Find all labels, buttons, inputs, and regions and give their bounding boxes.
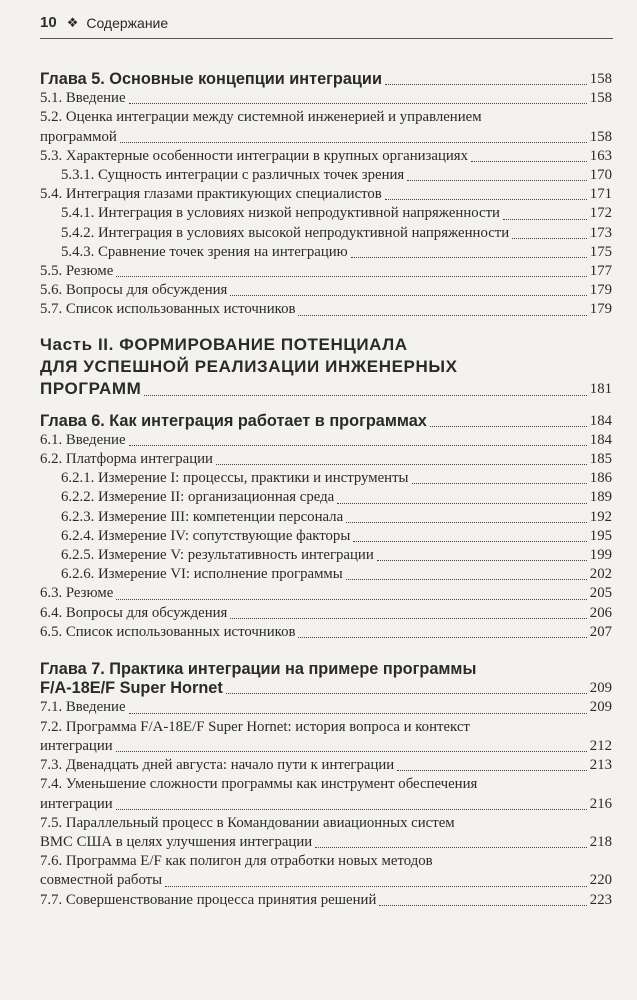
chapter-5-heading[interactable]: Глава 5. Основные концепции интеграции 158 bbox=[40, 70, 612, 88]
toc-entry[interactable] bbox=[40, 756, 612, 775]
leader-dots bbox=[430, 426, 587, 427]
toc-entry-text-line: 7.6. Программа E/F как полигон для отработки новых методов bbox=[40, 853, 433, 870]
toc-page-number: 163 bbox=[589, 147, 612, 164]
toc-entry[interactable] bbox=[40, 604, 612, 623]
toc-page-number: 202 bbox=[589, 566, 612, 583]
leader-dots bbox=[298, 637, 586, 638]
toc-page-number: 185 bbox=[589, 451, 612, 468]
toc-entry[interactable] bbox=[40, 224, 612, 243]
toc-entry-text: 6.1. Введение bbox=[40, 431, 126, 448]
leader-dots bbox=[512, 238, 587, 239]
leader-dots bbox=[129, 103, 587, 104]
toc-entry-text: 6.3. Резюме bbox=[40, 585, 114, 602]
toc-entry[interactable] bbox=[40, 89, 612, 108]
toc-page-number: 179 bbox=[589, 282, 612, 299]
toc-entry[interactable] bbox=[40, 623, 612, 642]
leader-dots bbox=[385, 84, 587, 85]
toc-page-number: 199 bbox=[589, 547, 612, 564]
toc-page-number: 212 bbox=[589, 737, 612, 754]
leader-dots bbox=[129, 445, 587, 446]
chapter-7-entries bbox=[40, 698, 612, 909]
toc-page-number: 206 bbox=[589, 604, 612, 621]
toc-entry-text: интеграции bbox=[40, 737, 113, 754]
toc-entry-text: 5.3.1. Сущность интеграции с различных точек зрения bbox=[61, 167, 405, 184]
toc-entry-text: 6.5. Список использованных источников bbox=[40, 623, 296, 640]
toc-entry[interactable] bbox=[40, 508, 612, 527]
toc-entry-text: 5.4.3. Сравнение точек зрения на интеграцию bbox=[61, 243, 348, 260]
toc-entry[interactable] bbox=[40, 527, 612, 546]
toc-entry-text: ВМС США в целях улучшения интеграции bbox=[40, 833, 313, 850]
toc-entry[interactable] bbox=[40, 814, 612, 852]
toc-entry-text: 6.2.3. Измерение III: компетенции персонала bbox=[61, 508, 344, 525]
toc-entry-text-line: 7.5. Параллельный процесс в Командовании авиационных систем bbox=[40, 814, 455, 831]
leader-dots bbox=[379, 905, 586, 906]
leader-dots bbox=[144, 395, 586, 396]
leader-dots bbox=[298, 315, 586, 316]
ornament-icon: ❖ bbox=[66, 14, 79, 30]
toc-page-number: 207 bbox=[589, 623, 612, 640]
toc-page-number: 195 bbox=[589, 527, 612, 544]
leader-dots bbox=[226, 693, 587, 694]
page-number: 10 bbox=[40, 14, 57, 31]
toc-entry-text-line: 7.4. Уменьшение сложности программы как инструмент обеспечения bbox=[40, 776, 478, 793]
leader-dots bbox=[351, 257, 587, 258]
leader-dots bbox=[385, 199, 587, 200]
leader-dots bbox=[116, 599, 586, 600]
toc-page-number: 192 bbox=[589, 508, 612, 525]
leader-dots bbox=[116, 276, 586, 277]
chapter-6-heading[interactable]: Глава 6. Как интеграция работает в программах 184 bbox=[40, 411, 612, 430]
toc-entry[interactable] bbox=[40, 243, 612, 262]
toc-entry[interactable] bbox=[40, 185, 612, 204]
leader-dots bbox=[346, 522, 587, 523]
leader-dots bbox=[129, 713, 587, 714]
toc-entry[interactable] bbox=[40, 891, 612, 910]
header-divider bbox=[40, 38, 613, 39]
leader-dots bbox=[165, 886, 587, 887]
toc-entry[interactable] bbox=[40, 718, 612, 756]
toc-page-number: 220 bbox=[589, 872, 612, 889]
running-header bbox=[40, 14, 613, 31]
toc-entry-text: 6.2.2. Измерение II: организационная среда bbox=[61, 489, 335, 506]
toc-entry[interactable] bbox=[40, 262, 612, 281]
toc-page-number: 170 bbox=[589, 167, 612, 184]
toc-entry[interactable] bbox=[40, 546, 612, 565]
toc-entry[interactable] bbox=[40, 166, 612, 185]
leader-dots bbox=[407, 180, 587, 181]
toc-entry[interactable] bbox=[40, 488, 612, 507]
leader-dots bbox=[230, 295, 586, 296]
toc-entry-text: 6.2.4. Измерение IV: сопутствующие факторы bbox=[61, 527, 351, 544]
toc-entry[interactable] bbox=[40, 204, 612, 223]
toc-entry[interactable] bbox=[40, 300, 612, 319]
leader-dots bbox=[353, 541, 587, 542]
toc-entry-text: 5.5. Резюме bbox=[40, 263, 114, 280]
toc-page-number: 171 bbox=[589, 186, 612, 203]
toc-page-number: 158 bbox=[589, 128, 612, 145]
leader-dots bbox=[216, 464, 587, 465]
toc-entry-text: 5.7. Список использованных источников bbox=[40, 301, 296, 318]
chapter-7-heading[interactable]: Глава 7. Практика интеграции на примере программы F/A-18E/F Super Hornet 209 bbox=[40, 660, 612, 698]
toc-entry-text: программой bbox=[40, 128, 117, 145]
toc-entry[interactable] bbox=[40, 108, 612, 146]
toc-entry[interactable] bbox=[40, 584, 612, 603]
leader-dots bbox=[503, 219, 587, 220]
toc-page-number: 172 bbox=[589, 205, 612, 222]
toc-entry-text: 5.3. Характерные особенности интеграции в крупных организациях bbox=[40, 147, 468, 164]
toc-entry-text: 5.4.2. Интеграция в условиях высокой непродуктивной напряженности bbox=[61, 224, 510, 241]
leader-dots bbox=[116, 809, 587, 810]
toc-entry[interactable] bbox=[40, 469, 612, 488]
chapter-6-entries bbox=[40, 431, 612, 642]
toc-entry-text: 5.4. Интеграция глазами практикующих специалистов bbox=[40, 186, 382, 203]
toc-page-number: 177 bbox=[589, 263, 612, 280]
toc-entry-text: 7.7. Совершенствование процесса принятия решений bbox=[40, 891, 377, 908]
toc-entry-text: 5.6. Вопросы для обсуждения bbox=[40, 282, 228, 299]
leader-dots bbox=[230, 618, 586, 619]
part-2-heading[interactable]: Часть II. ФОРМИРОВАНИЕ ПОТЕНЦИАЛА ДЛЯ УСПЕШНОЙ РЕАЛИЗАЦИИ ИНЖЕНЕРНЫХ ПРОГРАММ 181 bbox=[40, 334, 612, 398]
toc-entry-text: 6.2.6. Измерение VI: исполнение программы bbox=[61, 566, 343, 583]
toc-entry-text-line: 7.2. Программа F/A-18E/F Super Hornet: история вопроса и контекст bbox=[40, 718, 470, 735]
leader-dots bbox=[120, 142, 587, 143]
toc-page-number: 189 bbox=[589, 489, 612, 506]
toc-page-number: 175 bbox=[589, 243, 612, 260]
toc-entry-text: 5.1. Введение bbox=[40, 90, 126, 107]
toc-page-number: 218 bbox=[589, 833, 612, 850]
leader-dots bbox=[397, 770, 587, 771]
toc-entry-text: 7.1. Введение bbox=[40, 699, 126, 716]
toc-entry-text: 6.2.5. Измерение V: результативность интеграции bbox=[61, 547, 374, 564]
toc-page-number: 213 bbox=[589, 757, 612, 774]
toc-entry[interactable] bbox=[40, 698, 612, 717]
toc-entry-text: 6.4. Вопросы для обсуждения bbox=[40, 604, 228, 621]
leader-dots bbox=[346, 579, 587, 580]
toc-page-number: 205 bbox=[589, 585, 612, 602]
toc-page-number: 179 bbox=[589, 301, 612, 318]
table-of-contents bbox=[40, 62, 612, 910]
toc-page-number: 223 bbox=[589, 891, 612, 908]
leader-dots bbox=[315, 847, 587, 848]
leader-dots bbox=[337, 503, 587, 504]
leader-dots bbox=[377, 560, 587, 561]
toc-page-number: 158 bbox=[589, 90, 612, 107]
toc-entry-text: 7.3. Двенадцать дней августа: начало пути к интеграции bbox=[40, 757, 395, 774]
toc-entry[interactable] bbox=[40, 431, 612, 450]
leader-dots bbox=[471, 161, 587, 162]
toc-entry-text: 6.2. Платформа интеграции bbox=[40, 451, 213, 468]
toc-entry-text: 5.4.1. Интеграция в условиях низкой непродуктивной напряженности bbox=[61, 205, 500, 222]
leader-dots bbox=[116, 751, 587, 752]
toc-entry-text: 6.2.1. Измерение I: процессы, практики и инструменты bbox=[61, 470, 409, 487]
toc-entry[interactable] bbox=[40, 775, 612, 813]
toc-entry[interactable] bbox=[40, 450, 612, 469]
running-title: Содержание bbox=[86, 14, 169, 31]
toc-entry-text-line: 5.2. Оценка интеграции между системной инженерией и управлением bbox=[40, 109, 482, 126]
toc-page-number: 184 bbox=[589, 431, 612, 448]
toc-page-number: 173 bbox=[589, 224, 612, 241]
toc-entry[interactable] bbox=[40, 852, 612, 890]
toc-entry[interactable] bbox=[40, 147, 612, 166]
toc-entry-text: совместной работы bbox=[40, 872, 163, 889]
toc-entry-text: интеграции bbox=[40, 795, 113, 812]
toc-page-number: 186 bbox=[589, 470, 612, 487]
toc-page-number: 216 bbox=[589, 795, 612, 812]
toc-entry[interactable] bbox=[40, 565, 612, 584]
toc-entry[interactable] bbox=[40, 281, 612, 300]
leader-dots bbox=[412, 483, 587, 484]
toc-page-number: 209 bbox=[589, 699, 612, 716]
chapter-5-entries bbox=[40, 89, 612, 319]
